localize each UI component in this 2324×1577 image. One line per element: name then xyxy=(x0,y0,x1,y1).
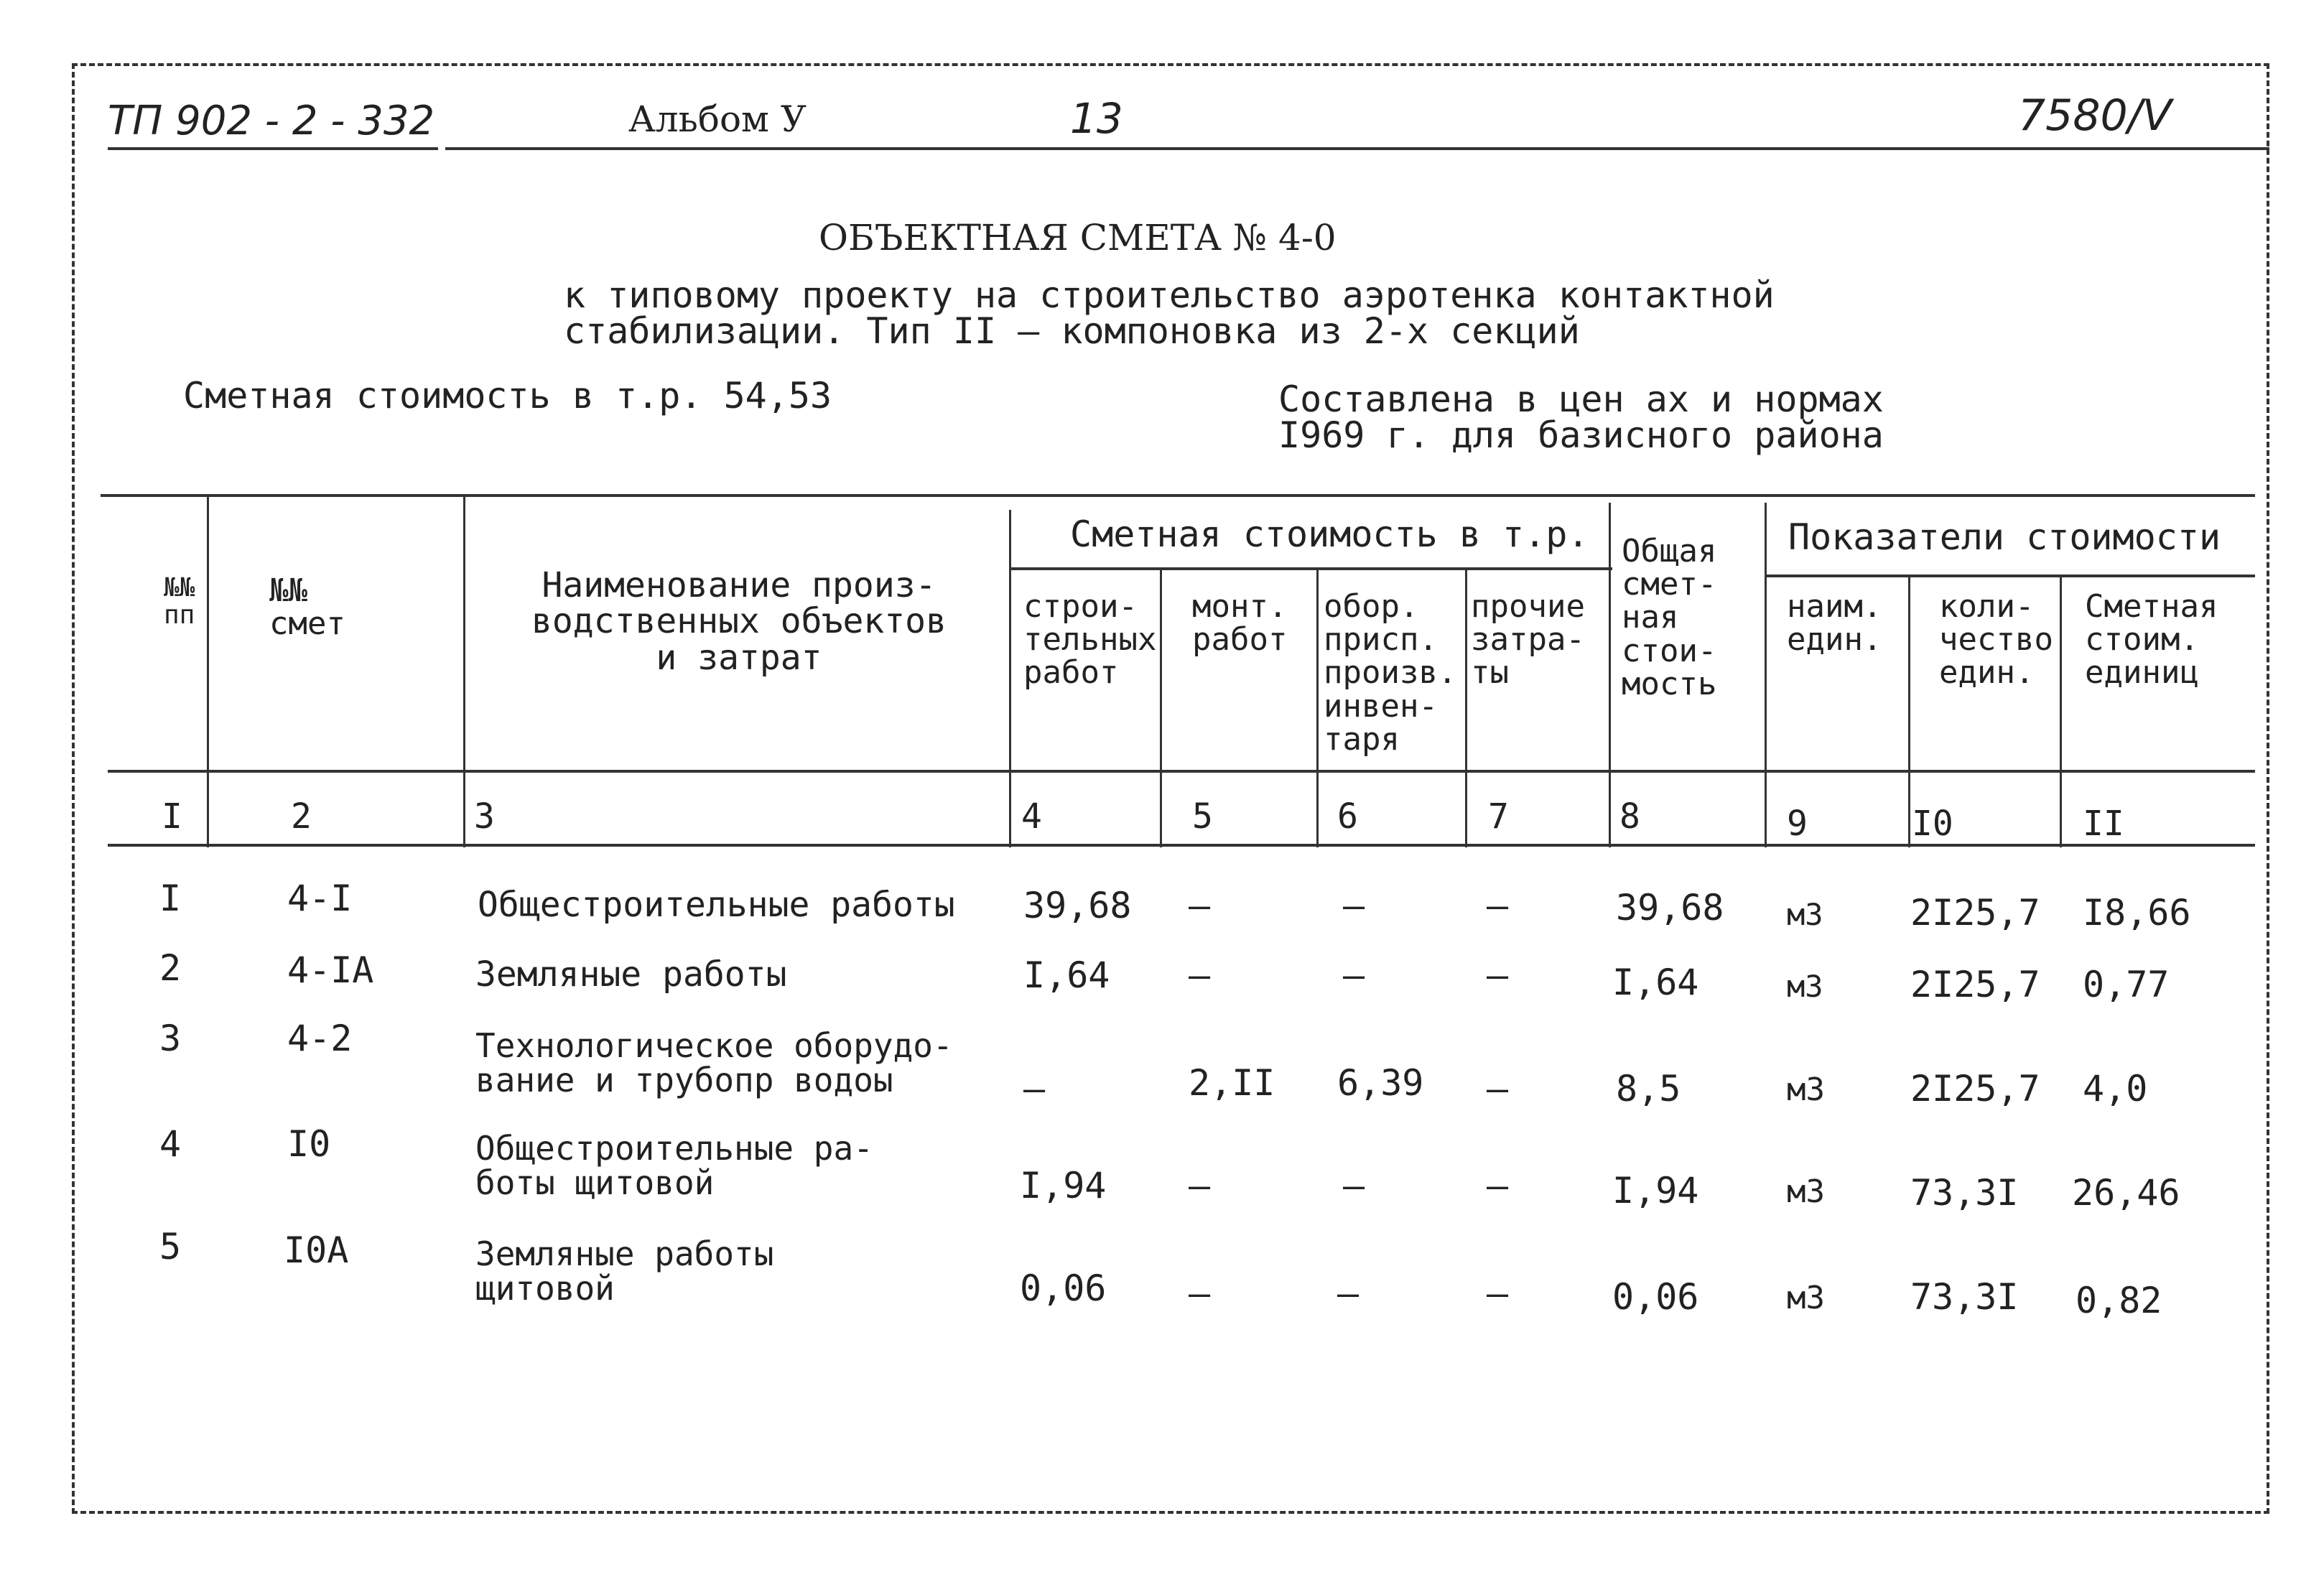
installation-cost: 2,II xyxy=(1189,1062,1275,1104)
header-rule xyxy=(445,147,2269,150)
other-cost: – xyxy=(1487,1165,1509,1206)
total-cost-cell: 8,5 xyxy=(1616,1068,1681,1110)
estimate-number: I0A xyxy=(284,1229,349,1271)
construction-cost: I,94 xyxy=(1020,1165,1107,1206)
table-top-rule xyxy=(101,494,2255,497)
column-number: 5 xyxy=(1192,796,1213,837)
object-name: Земляные работы щитовой xyxy=(475,1234,774,1308)
estimate-number: 4-IA xyxy=(287,949,374,991)
equipment-cost: – xyxy=(1343,885,1365,926)
document-subtitle-1: к типовому проекту на строительство аэротенка контактной xyxy=(564,274,1775,316)
column-number: 8 xyxy=(1619,796,1640,837)
total-cost-cell: I,64 xyxy=(1612,962,1699,1003)
unit-name: м3 xyxy=(1787,1173,1825,1210)
row-number: 2 xyxy=(159,947,182,989)
equipment-cost: – xyxy=(1337,1273,1359,1314)
header-construction: строи- тельных работ xyxy=(1023,588,1157,692)
header-object-name: Наименование произ- водственных объектов и затрат xyxy=(531,565,947,678)
object-name: Земляные работы xyxy=(475,954,787,995)
estimate-number: 4-2 xyxy=(287,1018,353,1059)
unit-quantity: 2I25,7 xyxy=(1910,964,2040,1005)
header-unit-cost: Сметная стоим. единиц xyxy=(2085,588,2218,692)
column-number: I xyxy=(162,796,182,837)
header-installation: монт. работ xyxy=(1192,588,1288,659)
header-unit: наим. един. xyxy=(1787,588,1882,659)
other-cost: – xyxy=(1487,885,1509,926)
column-number: II xyxy=(2083,804,2124,844)
unit-name: м3 xyxy=(1787,1071,1825,1108)
header-row-number: №№ пп xyxy=(164,573,195,630)
total-cost-cell: 0,06 xyxy=(1612,1276,1699,1318)
installation-cost: – xyxy=(1189,885,1211,926)
header-bottom-rule xyxy=(108,770,2255,773)
col-divider xyxy=(463,496,465,847)
other-cost: – xyxy=(1487,1068,1509,1110)
unit-cost: 0,82 xyxy=(2076,1280,2162,1321)
total-cost: Сметная стоимость в т.р. 54,53 xyxy=(183,375,832,417)
col-divider xyxy=(207,496,209,847)
row-number: 3 xyxy=(159,1018,182,1059)
construction-cost: 0,06 xyxy=(1020,1267,1107,1309)
header-total: Общая смет- ная стои- мость xyxy=(1622,533,1717,702)
price-basis-1: Составлена в цен ах и нормах xyxy=(1278,378,1884,420)
unit-quantity: 2I25,7 xyxy=(1910,892,2040,934)
equipment-cost: – xyxy=(1343,1165,1365,1206)
unit-cost: I8,66 xyxy=(2083,892,2191,934)
header-cost-group: Сметная стоимость в т.р. xyxy=(1070,513,1589,555)
column-number: 6 xyxy=(1337,796,1358,837)
header-indicator-group: Показатели стоимости xyxy=(1788,516,2221,558)
numbers-bottom-rule xyxy=(108,844,2255,847)
installation-cost: – xyxy=(1189,954,1211,996)
col-divider xyxy=(1765,503,1767,847)
col-divider xyxy=(1908,576,1910,847)
unit-cost: 26,46 xyxy=(2072,1172,2180,1214)
column-number: 4 xyxy=(1021,796,1042,837)
estimate-number: I0 xyxy=(287,1123,331,1165)
column-number: 3 xyxy=(474,796,495,837)
project-code: ТП 902 - 2 - 332 xyxy=(108,98,435,144)
indicator-group-rule xyxy=(1767,574,2255,577)
cost-group-rule xyxy=(1009,567,1612,570)
col-divider xyxy=(1009,510,1011,847)
unit-cost: 4,0 xyxy=(2083,1068,2148,1110)
header-quantity: коли- чество един. xyxy=(1939,588,2053,692)
header-other: прочие затра- ты xyxy=(1471,588,1585,692)
estimate-number: 4-I xyxy=(287,878,353,919)
col-divider xyxy=(1609,503,1611,847)
object-name: Общестроительные работы xyxy=(478,885,955,925)
construction-cost: 39,68 xyxy=(1023,885,1132,926)
installation-cost: – xyxy=(1189,1273,1211,1314)
total-cost-cell: I,94 xyxy=(1612,1170,1699,1211)
header-rule-left xyxy=(108,147,438,150)
column-number: 9 xyxy=(1787,804,1808,844)
object-name: Общестроительные ра- боты щитовой xyxy=(475,1129,873,1203)
unit-name: м3 xyxy=(1787,897,1823,932)
col-divider xyxy=(1316,569,1319,847)
construction-cost: – xyxy=(1023,1068,1046,1110)
document-subtitle-2: стабилизации. Тип II – компоновка из 2-х секций xyxy=(564,310,1580,352)
other-cost: – xyxy=(1487,954,1509,996)
unit-name: м3 xyxy=(1787,1280,1825,1316)
inventory-number: 7580/V xyxy=(2018,90,2172,141)
row-number: I xyxy=(159,878,182,919)
unit-quantity: 73,3I xyxy=(1910,1276,2019,1318)
unit-cost: 0,77 xyxy=(2083,964,2170,1005)
total-cost-cell: 39,68 xyxy=(1616,887,1724,929)
equipment-cost: – xyxy=(1343,954,1365,996)
col-divider xyxy=(2060,576,2062,847)
col-divider xyxy=(1465,569,1467,847)
row-number: 5 xyxy=(159,1226,182,1267)
installation-cost: – xyxy=(1189,1165,1211,1206)
album-label: Альбом У xyxy=(628,98,807,140)
document-title: ОБЪЕКТНАЯ СМЕТА № 4-0 xyxy=(819,217,1337,259)
header-estimate-number: №№ смет xyxy=(269,572,345,643)
object-name: Технологическое оборудо- вание и трубопр водоы xyxy=(475,1026,953,1100)
row-number: 4 xyxy=(159,1123,182,1165)
construction-cost: I,64 xyxy=(1023,954,1110,996)
column-number: I0 xyxy=(1912,804,1953,844)
col-divider xyxy=(1160,569,1162,847)
unit-name: м3 xyxy=(1787,969,1823,1004)
column-number: 2 xyxy=(291,796,312,837)
page-number: 13 xyxy=(1070,94,1123,143)
unit-quantity: 2I25,7 xyxy=(1910,1068,2040,1110)
header-equipment: обор. присп. произв. инвен- таря xyxy=(1324,588,1457,758)
price-basis-2: I969 г. для базисного района xyxy=(1278,414,1884,456)
column-number: 7 xyxy=(1488,796,1509,837)
other-cost: – xyxy=(1487,1273,1509,1314)
unit-quantity: 73,3I xyxy=(1910,1172,2019,1214)
equipment-cost: 6,39 xyxy=(1337,1062,1424,1104)
